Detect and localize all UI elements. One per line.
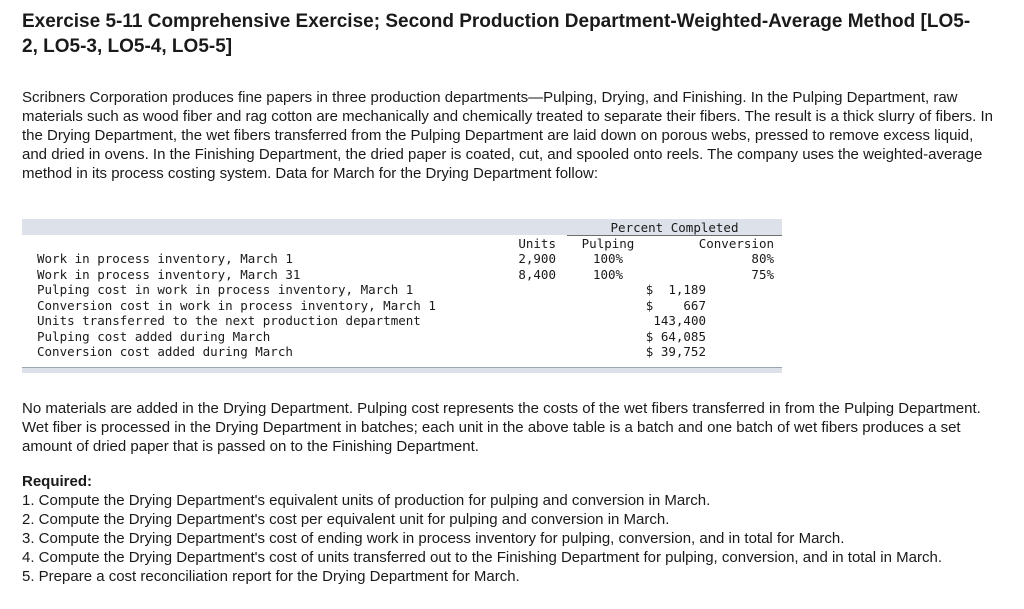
row-label-pulping-cost-added: Pulping cost added during March bbox=[37, 328, 271, 344]
row-label-wip-march-31: Work in process inventory, March 31 bbox=[37, 266, 301, 282]
required-item-2: 2. Compute the Drying Department's cost per equivalent unit for pulping and conversion in March. bbox=[22, 511, 670, 528]
conversion-header: Conversion bbox=[698, 236, 774, 251]
row-amount-conversion-cost-added: $ 39,752 bbox=[645, 344, 706, 359]
row-amount-pulping-cost-wip: $ 1,189 bbox=[645, 282, 706, 297]
row-label-wip-march-1: Work in process inventory, March 1 bbox=[37, 251, 293, 266]
row-amount-units-transferred: 143,400 bbox=[653, 313, 706, 328]
row-label-pulping-cost-wip: Pulping cost in work in process inventory, March 1 bbox=[37, 282, 414, 297]
exercise-title: Exercise 5-11 Comprehensive Exercise; Second Production Department-Weighted-Average Method [LO5-2, LO5-3, LO5-4, LO5-5] bbox=[22, 11, 971, 57]
pulping-header: Pulping bbox=[581, 236, 635, 251]
row-pulping-wip-march-1: 100% bbox=[592, 251, 624, 266]
drying-department-data-table bbox=[22, 219, 782, 373]
required-item-4: 4. Compute the Drying Department's cost of units transferred out to the Finishing Department for pulping, conversion, and in total in March. bbox=[22, 549, 942, 566]
row-pulping-wip-march-31: 100% bbox=[592, 266, 624, 282]
row-units-wip-march-1: 2,900 bbox=[518, 251, 556, 266]
table-footer-band bbox=[22, 367, 782, 373]
row-label-conversion-cost-wip: Conversion cost in work in process inventory, March 1 bbox=[37, 297, 436, 313]
row-label-units-transferred: Units transferred to the next production department bbox=[37, 313, 421, 328]
required-item-1: 1. Compute the Drying Department's equivalent units of production for pulping and conversion in March. bbox=[22, 492, 711, 509]
required-item-3: 3. Compute the Drying Department's cost of ending work in process inventory for pulping, conversion, and in total for March. bbox=[22, 530, 845, 547]
required-section bbox=[22, 472, 1007, 586]
row-conversion-wip-march-31: 75% bbox=[751, 266, 774, 282]
intro-paragraph: Scribners Corporation produces fine papers in three production departments—Pulping, Drying, and Finishing. In the Pulping Department, raw materials such as wood fiber and rag cotton are mechanically and chemically treated to separate their fibers. The result is a thick slurry of fibers. In the Drying Department, the wet fibers transferred from the Pulping Department are laid down on porous webs, pressed to remove excess liquid, and dried in ovens. In the Finishing Department, the dried paper is coated, cut, and spooled onto reels. The company uses the weighted-average method in its process costing system. Data for March for the Drying Department follow: bbox=[22, 89, 994, 182]
note-paragraph: No materials are added in the Drying Department. Pulping cost represents the costs of the wet fibers transferred in from the Pulping Department. Wet fiber is processed in the Drying Department in batches; each unit in the above table is a batch and one batch of wet fibers produces a set amount of dried paper that is passed on to the Finishing Department. bbox=[22, 400, 981, 455]
row-label-conversion-cost-added: Conversion cost added during March bbox=[37, 344, 293, 359]
units-header: Units bbox=[518, 236, 556, 251]
row-amount-pulping-cost-added: $ 64,085 bbox=[645, 328, 706, 344]
row-units-wip-march-31: 8,400 bbox=[518, 266, 556, 282]
required-item-5: 5. Prepare a cost reconciliation report for the Drying Department for March. bbox=[22, 568, 520, 585]
row-amount-conversion-cost-wip: $ 667 bbox=[645, 297, 706, 313]
percent-completed-header: Percent Completed bbox=[567, 220, 782, 236]
row-conversion-wip-march-1: 80% bbox=[751, 251, 774, 266]
required-heading: Required: bbox=[22, 473, 93, 490]
